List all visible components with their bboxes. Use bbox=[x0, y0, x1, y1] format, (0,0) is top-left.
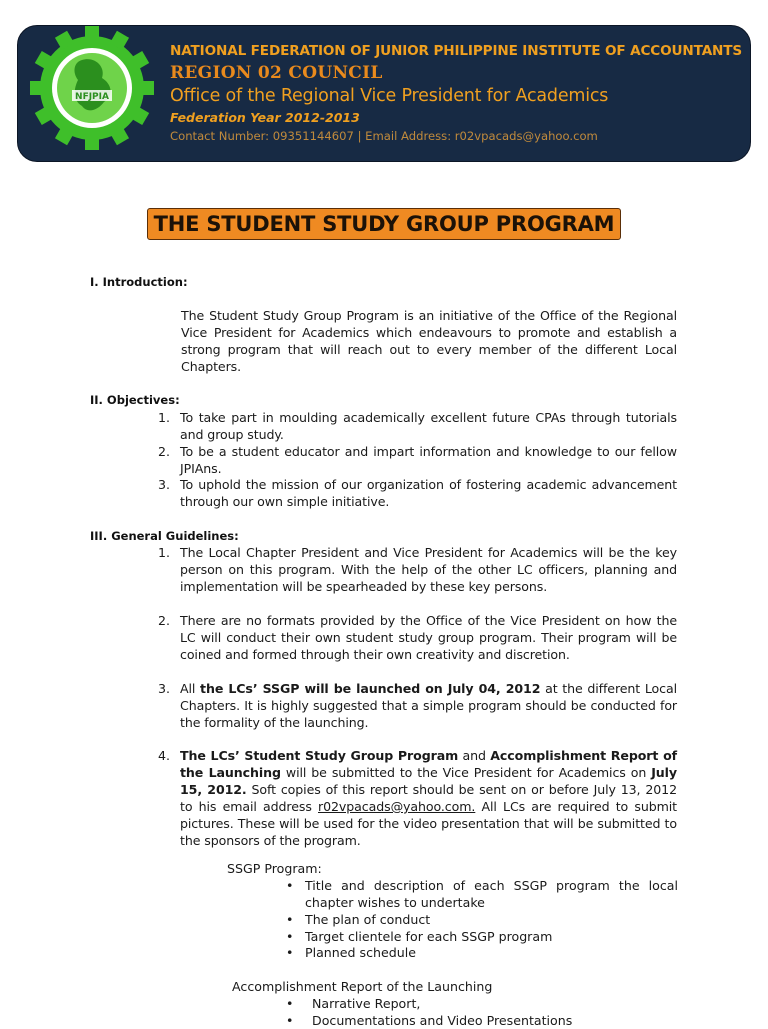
objective-item: To be a student educator and impart information and knowledge to our fellow JPIAns. bbox=[180, 444, 677, 476]
report-item: Documentations and Video Presentations bbox=[312, 1013, 573, 1028]
objective-number: 3. bbox=[158, 477, 171, 492]
title-box bbox=[147, 208, 621, 240]
launch-date-emphasis: the LCs’ SSGP will be launched on July 04, 2012 bbox=[200, 681, 541, 696]
objective-number: 1. bbox=[158, 410, 171, 425]
guideline-item bbox=[180, 747, 677, 849]
bullet-icon: • bbox=[286, 996, 294, 1011]
nfjpia-logo bbox=[30, 26, 154, 150]
guideline-text: at the different Local Chapters. It is highly suggested that a simple program should be conducted for the formality of the launching. bbox=[180, 681, 677, 730]
objective-item: To take part in moulding academically excellent future CPAs through tutorials and group study. bbox=[180, 410, 677, 442]
report-label: Accomplishment Report of the Launching bbox=[232, 979, 493, 994]
bullet-icon: • bbox=[286, 912, 294, 927]
guidelines-heading: III. General Guidelines: bbox=[90, 529, 239, 543]
ssgp-item: The plan of conduct bbox=[305, 912, 431, 927]
ssgp-program-label: SSGP Program: bbox=[227, 861, 322, 876]
org-name: NATIONAL FEDERATION OF JUNIOR PHILIPPINE INSTITUTE OF ACCOUNTANTS bbox=[170, 43, 743, 59]
objectives-heading: II. Objectives: bbox=[90, 393, 180, 407]
guideline-text: Soft copies of this report should be sent on or before July 13, 2012 to his email address bbox=[180, 782, 677, 814]
ssgp-item: Title and description of each SSGP program the local chapter wishes to undertake bbox=[305, 878, 678, 910]
bullet-icon: • bbox=[286, 1013, 294, 1028]
program-emphasis: The LCs’ Student Study Group Program bbox=[180, 748, 459, 763]
intro-heading: I. Introduction: bbox=[90, 275, 188, 289]
bullet-icon: • bbox=[286, 878, 294, 893]
bullet-icon: • bbox=[286, 945, 294, 960]
report-emphasis: Accomplishment Report of the Launching bbox=[180, 748, 677, 780]
ssgp-item: Target clientele for each SSGP program bbox=[305, 929, 553, 944]
contact-info: Contact Number: 09351144607 | Email Address: r02vpacads@yahoo.com bbox=[170, 129, 598, 143]
bullet-icon: • bbox=[286, 929, 294, 944]
objective-item: To uphold the mission of our organization of fostering academic advancement through our own simple initiative. bbox=[180, 477, 677, 509]
document-title: THE STUDENT STUDY GROUP PROGRAM bbox=[153, 212, 615, 236]
guideline-text: will be submitted to the Vice President for Academics on bbox=[280, 765, 652, 780]
email-link[interactable]: r02vpacads@yahoo.com. bbox=[318, 799, 476, 814]
guideline-text: and bbox=[458, 748, 491, 763]
region-council: REGION 02 COUNCIL bbox=[170, 63, 383, 83]
guideline-item bbox=[180, 680, 677, 731]
guideline-number: 2. bbox=[158, 613, 171, 628]
federation-year: Federation Year 2012-2013 bbox=[170, 110, 360, 125]
guideline-text: All bbox=[180, 681, 201, 696]
guideline-number: 3. bbox=[158, 681, 171, 696]
report-item: Narrative Report, bbox=[312, 996, 421, 1011]
intro-paragraph: The Student Study Group Program is an initiative of the Office of the Regional Vice President for Academics which endeavours to promote and establish a strong program that will reach out to every member of the different Local Chapters. bbox=[181, 308, 677, 374]
objective-number: 2. bbox=[158, 444, 171, 459]
office-title: Office of the Regional Vice President for Academics bbox=[170, 86, 609, 106]
ssgp-item: Planned schedule bbox=[305, 945, 416, 960]
guideline-number: 4. bbox=[158, 748, 171, 763]
guideline-number: 1. bbox=[158, 545, 171, 560]
guideline-item: The Local Chapter President and Vice President for Academics will be the key person on this program. With the help of the other LC officers, planning and implementation will be spearheaded by these key persons. bbox=[180, 545, 677, 594]
guideline-text: All LCs are required to submit pictures. These will be used for the video presentation that will be submitted to the sponsors of the program. bbox=[180, 799, 678, 848]
guideline-item: There are no formats provided by the Office of the Vice President on how the LC will conduct their own student study group program. Their program will be coined and formed through their own creativity and discretion. bbox=[180, 613, 677, 662]
svg-text:NFJPIA: NFJPIA bbox=[75, 92, 109, 102]
deadline-emphasis: July 15, 2012. bbox=[180, 765, 677, 797]
